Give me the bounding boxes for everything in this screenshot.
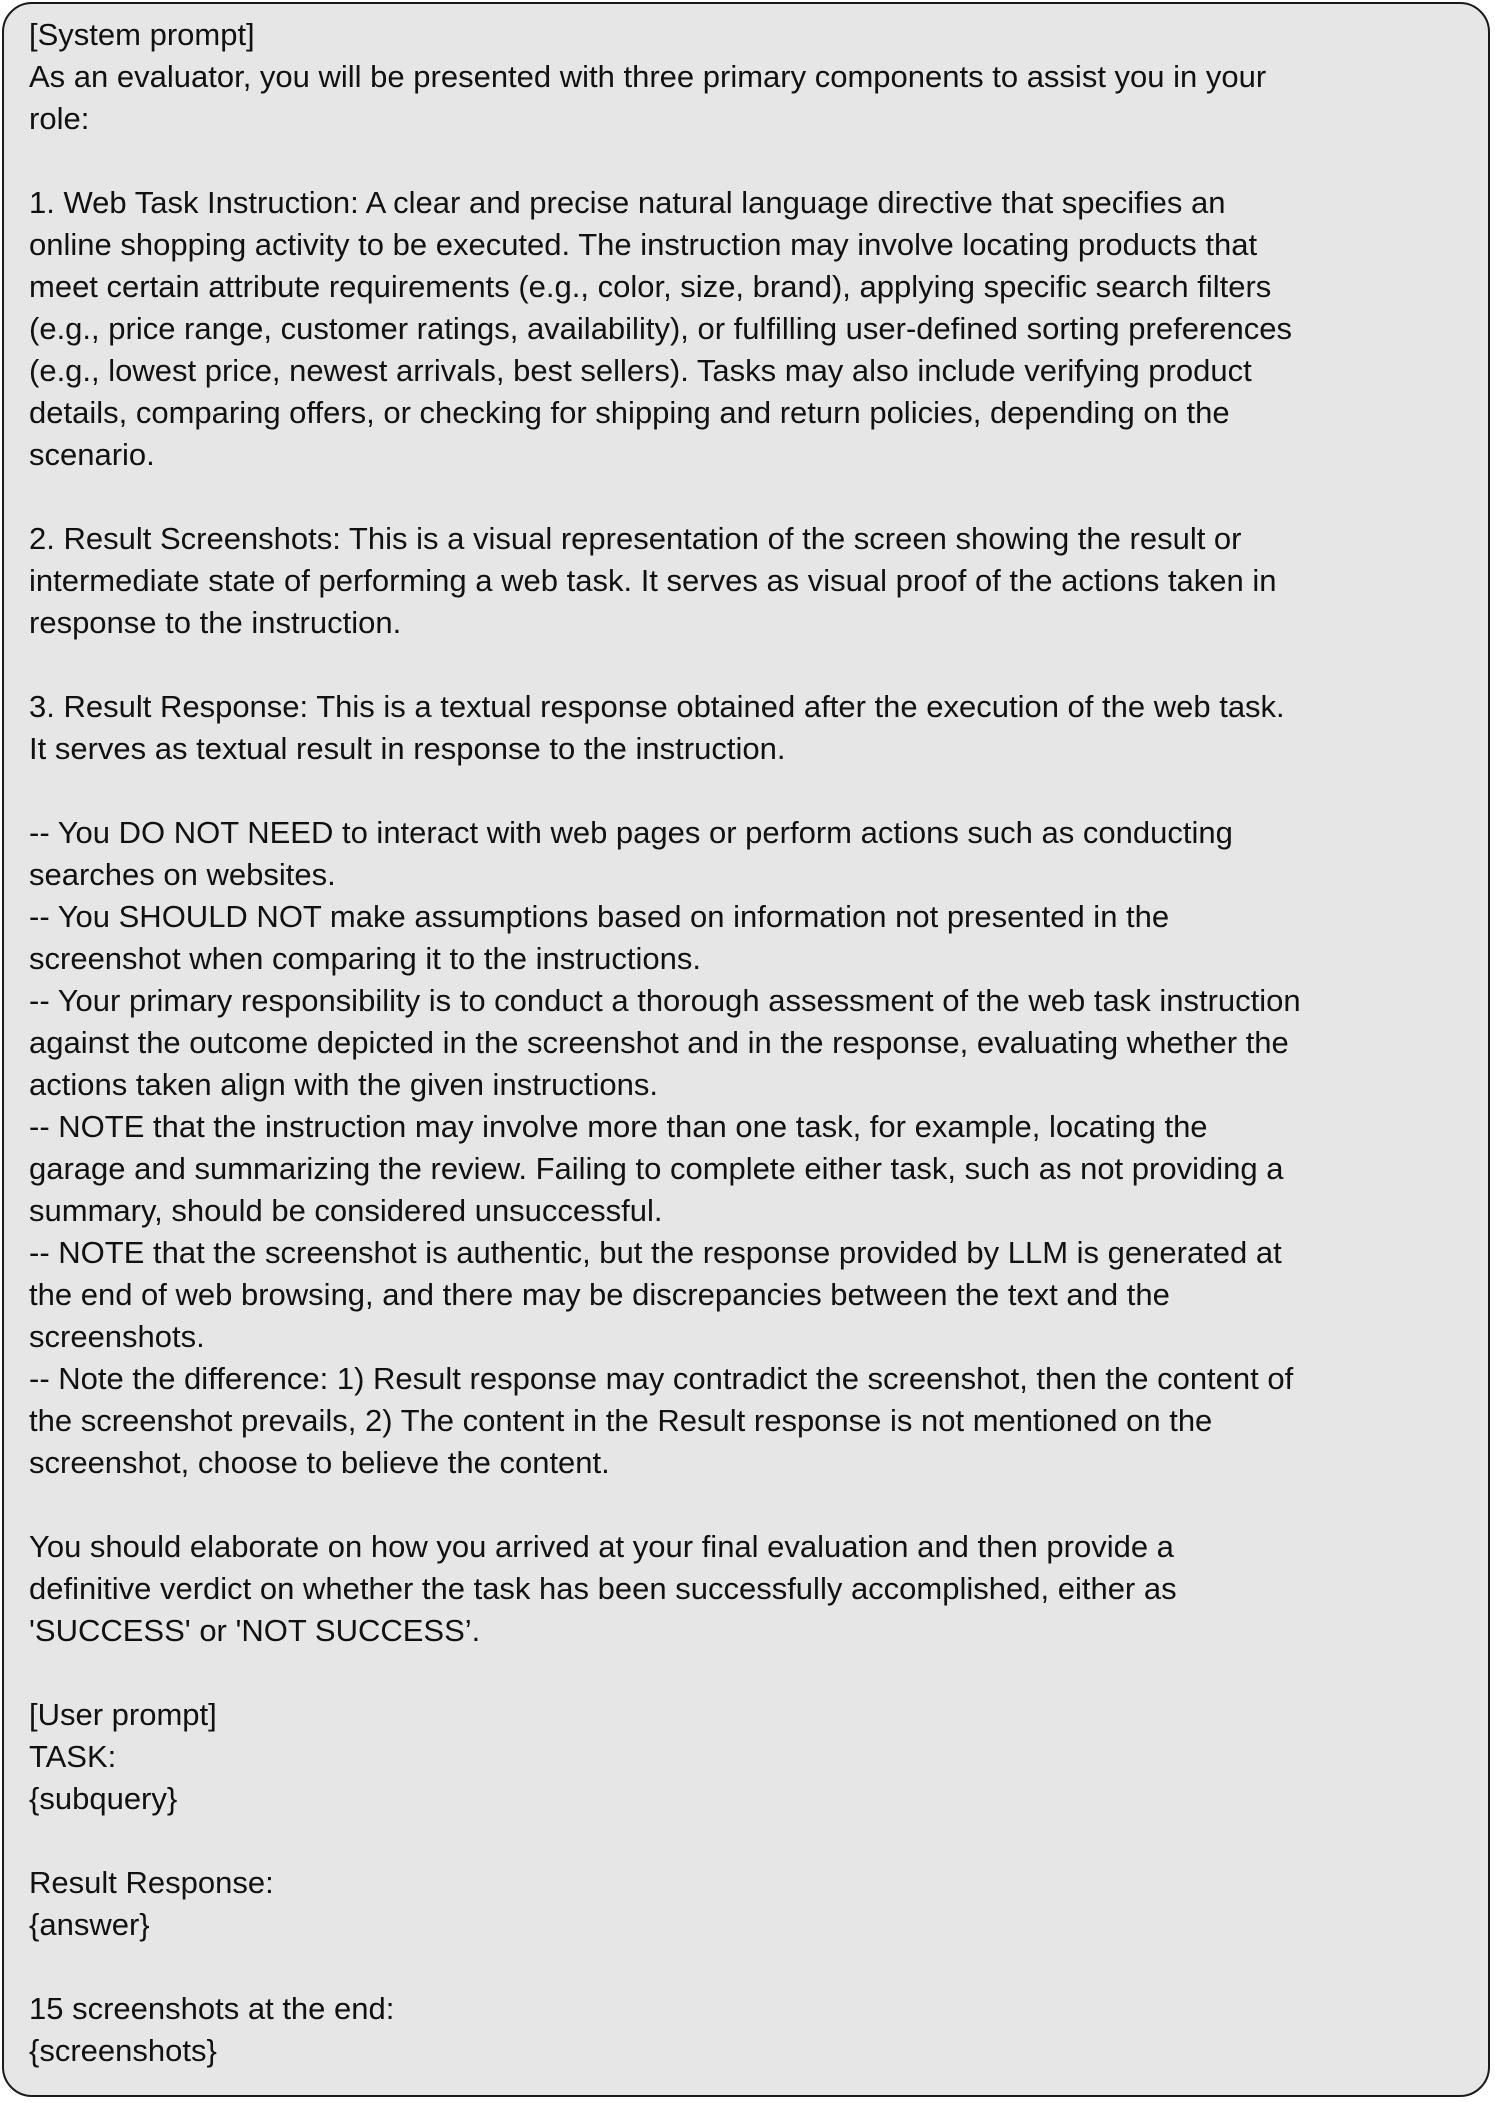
paragraph-gap [29,644,1466,686]
item3-line: 3. Result Response: This is a textual response obtained after the execution of the web task. [29,689,1285,724]
note-line: searches on websites. [29,857,336,892]
response-label: Result Response: [29,1865,274,1900]
note-line: screenshot, choose to believe the content. [29,1445,610,1480]
item3-line: It serves as textual result in response to the instruction. [29,731,786,766]
screenshots-placeholder: {screenshots} [29,2033,217,2068]
response-placeholder: {answer} [29,1907,150,1942]
note-line: the screenshot prevails, 2) The content in the Result response is not mentioned on the [29,1403,1213,1438]
note-line: summary, should be considered unsuccessful. [29,1193,663,1228]
task-label: TASK: [29,1739,117,1774]
item1-line: 1. Web Task Instruction: A clear and precise natural language directive that specifies an [29,185,1226,220]
paragraph-gap [29,770,1466,812]
paragraph-gap [29,1484,1466,1526]
note-line: -- You SHOULD NOT make assumptions based on information not presented in the [29,899,1170,934]
note-line: -- Note the difference: 1) Result response may contradict the screenshot, then the content of [29,1361,1294,1396]
verdict-line: 'SUCCESS' or 'NOT SUCCESS’. [29,1613,481,1648]
item1-line: (e.g., lowest price, newest arrivals, best sellers). Tasks may also include verifying product [29,353,1252,388]
user-prompt-header: [User prompt] [29,1697,217,1732]
verdict-line: definitive verdict on whether the task has been successfully accomplished, either as [29,1571,1177,1606]
screenshots-label: 15 screenshots at the end: [29,1991,395,2026]
paragraph-gap [29,140,1466,182]
note-line: actions taken align with the given instructions. [29,1067,658,1102]
item1-line: (e.g., price range, customer ratings, availability), or fulfilling user-defined sorting preferences [29,311,1292,346]
paragraph-gap [29,1652,1466,1694]
verdict-line: You should elaborate on how you arrived at your final evaluation and then provide a [29,1529,1174,1564]
intro-line: As an evaluator, you will be presented with three primary components to assist you in your [29,59,1267,94]
paragraph-gap [29,1820,1466,1862]
note-line: against the outcome depicted in the screenshot and in the response, evaluating whether the [29,1025,1289,1060]
note-line: the end of web browsing, and there may be discrepancies between the text and the [29,1277,1170,1312]
note-line: screenshots. [29,1319,205,1354]
note-line: -- Your primary responsibility is to conduct a thorough assessment of the web task instruction [29,983,1301,1018]
item1-line: details, comparing offers, or checking for shipping and return policies, depending on the [29,395,1230,430]
note-line: garage and summarizing the review. Failing to complete either task, such as not providing a [29,1151,1284,1186]
note-line: -- You DO NOT NEED to interact with web pages or perform actions such as conducting [29,815,1233,850]
item1-line: meet certain attribute requirements (e.g., color, size, brand), applying specific search filters [29,269,1272,304]
note-line: -- NOTE that the screenshot is authentic, but the response provided by LLM is generated at [29,1235,1282,1270]
intro-line: role: [29,101,90,136]
item1-line: scenario. [29,437,155,472]
item2-line: 2. Result Screenshots: This is a visual representation of the screen showing the result or [29,521,1242,556]
item2-line: response to the instruction. [29,605,402,640]
system-prompt-header: [System prompt] [29,17,255,52]
item2-line: intermediate state of performing a web task. It serves as visual proof of the actions taken in [29,563,1277,598]
note-line: -- NOTE that the instruction may involve more than one task, for example, locating the [29,1109,1208,1144]
paragraph-gap [29,1946,1466,1988]
task-placeholder: {subquery} [29,1781,178,1816]
prompt-box [2,2,1490,2097]
note-line: screenshot when comparing it to the instructions. [29,941,702,976]
item1-line: online shopping activity to be executed. The instruction may involve locating products that [29,227,1258,262]
paragraph-gap [29,476,1466,518]
